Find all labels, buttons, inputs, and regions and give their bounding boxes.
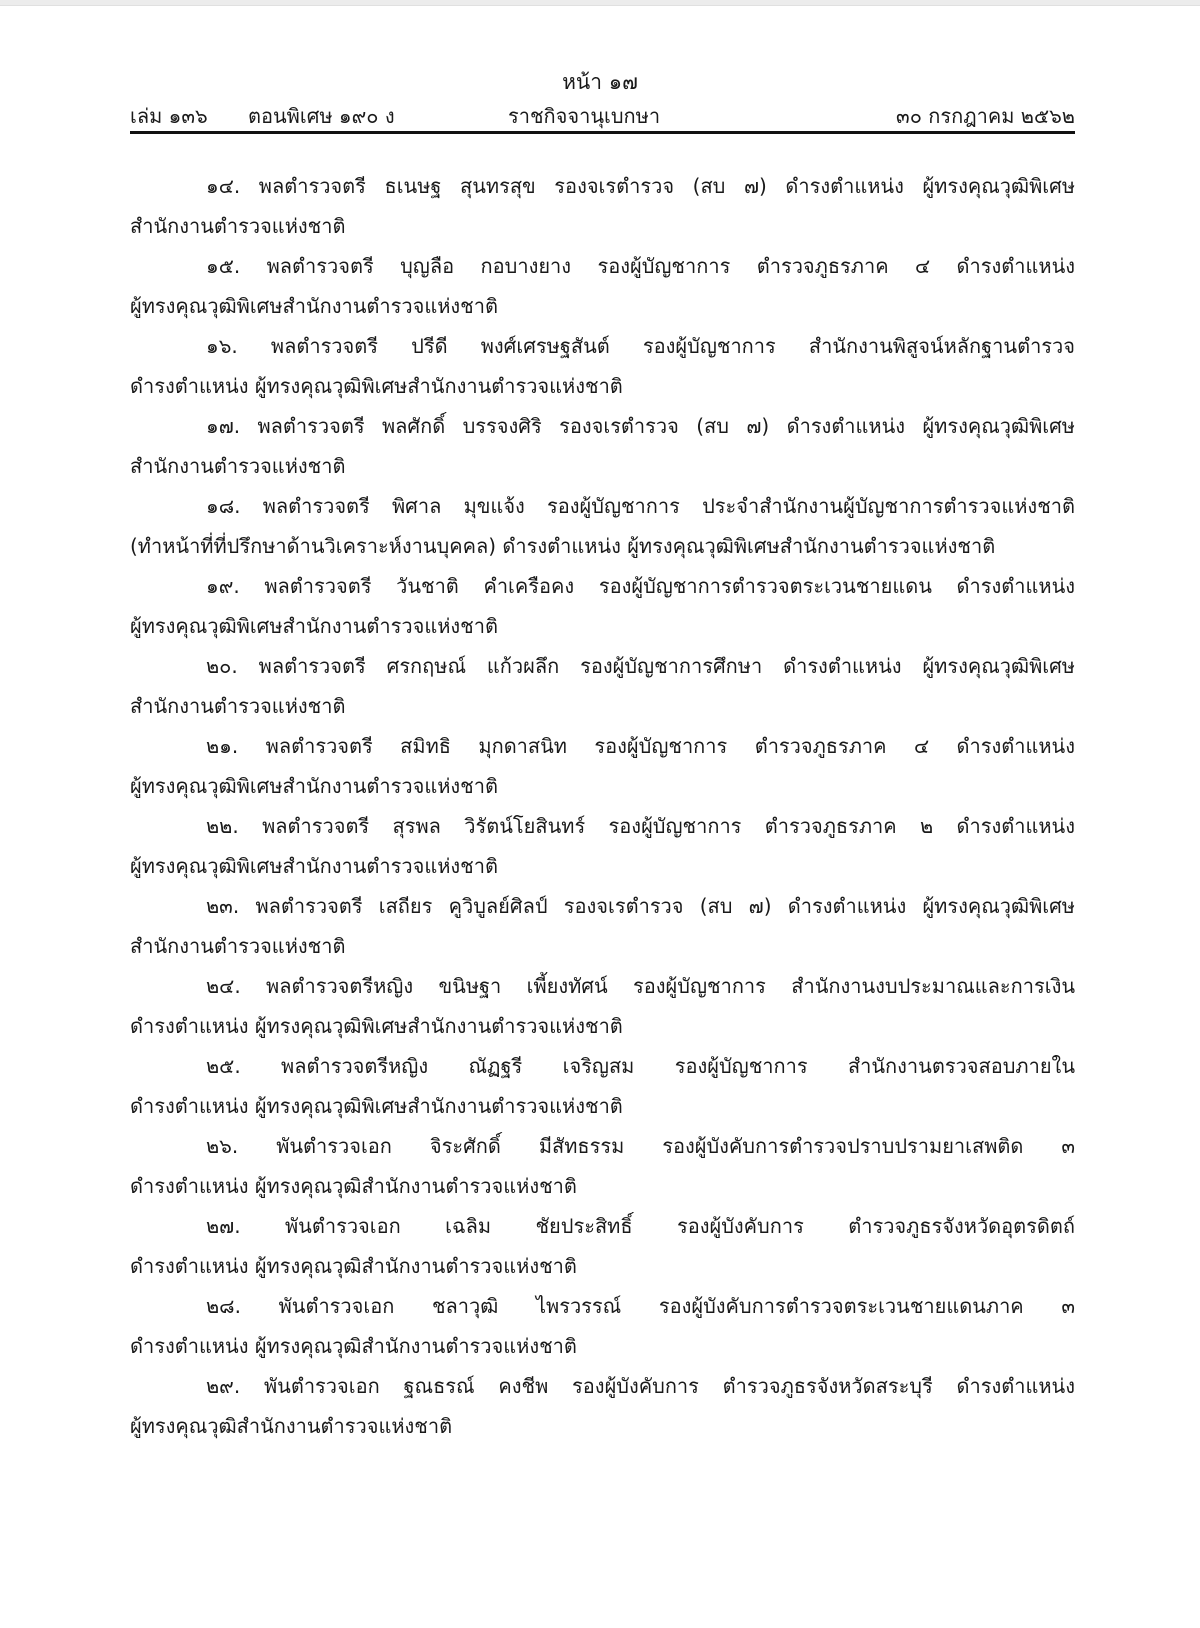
entry-continuation-line: ผู้ทรงคุณวุฒิพิเศษสำนักงานตำรวจแห่งชาติ <box>130 774 498 798</box>
appointment-entry <box>130 1286 1075 1366</box>
appointment-entry <box>130 646 1075 726</box>
entry-first-line: ๑๙. พลตำรวจตรี วันชาติ คำเครือคง รองผู้บัญชาการตำรวจตระเวนชายแดน ดำรงตำแหน่ง <box>206 574 1075 598</box>
entry-first-line: ๒๖. พันตำรวจเอก จิระศักดิ์ มีสัทธรรม รองผู้บังคับการตำรวจปราบปรามยาเสพติด ๓ <box>206 1134 1075 1158</box>
entry-continuation-line: (ทำหน้าที่ที่ปรึกษาด้านวิเคราะห์งานบุคคล) ดำรงตำแหน่ง ผู้ทรงคุณวุฒิพิเศษสำนักงานตำรวจแห่งชาติ <box>130 534 996 558</box>
entry-continuation-line: สำนักงานตำรวจแห่งชาติ <box>130 454 346 478</box>
entry-first-line: ๒๒. พลตำรวจตรี สุรพล วิรัตน์โยสินทร์ รองผู้บัญชาการ ตำรวจภูธรภาค ๒ ดำรงตำแหน่ง <box>206 814 1075 838</box>
entry-continuation-line: ผู้ทรงคุณวุฒิสำนักงานตำรวจแห่งชาติ <box>130 1414 453 1438</box>
appointment-entry <box>130 406 1075 486</box>
appointment-entry <box>130 326 1075 406</box>
entry-continuation-line: ดำรงตำแหน่ง ผู้ทรงคุณวุฒิสำนักงานตำรวจแห่งชาติ <box>130 1254 577 1278</box>
entry-continuation-line: ดำรงตำแหน่ง ผู้ทรงคุณวุฒิพิเศษสำนักงานตำรวจแห่งชาติ <box>130 1014 623 1038</box>
entry-first-line: ๑๘. พลตำรวจตรี พิศาล มุขแจ้ง รองผู้บัญชาการ ประจำสำนักงานผู้บัญชาการตำรวจแห่งชาติ <box>206 494 1075 518</box>
appointment-entry <box>130 1126 1075 1206</box>
entry-continuation-line: ผู้ทรงคุณวุฒิพิเศษสำนักงานตำรวจแห่งชาติ <box>130 614 498 638</box>
entry-first-line: ๒๐. พลตำรวจตรี ศรกฤษณ์ แก้วผลึก รองผู้บัญชาการศึกษา ดำรงตำแหน่ง ผู้ทรงคุณวุฒิพิเศษ <box>206 654 1075 678</box>
appointment-entry <box>130 1366 1075 1446</box>
appointment-entry <box>130 246 1075 326</box>
entry-first-line: ๒๗. พันตำรวจเอก เฉลิม ชัยประสิทธิ์ รองผู้บังคับการ ตำรวจภูธรจังหวัดอุตรดิตถ์ <box>206 1214 1075 1238</box>
appointment-entry <box>130 886 1075 966</box>
appointment-entry <box>130 726 1075 806</box>
appointment-entry <box>130 806 1075 886</box>
publication-title: ราชกิจจานุเบกษา <box>508 104 661 128</box>
entry-first-line: ๒๙. พันตำรวจเอก ฐณธรณ์ คงชีพ รองผู้บังคับการ ตำรวจภูธรจังหวัดสระบุรี ดำรงตำแหน่ง <box>206 1374 1075 1398</box>
entry-first-line: ๒๓. พลตำรวจตรี เสถียร คูวิบูลย์ศิลป์ รองจเรตำรวจ (สบ ๗) ดำรงตำแหน่ง ผู้ทรงคุณวุฒิพิเศษ <box>206 894 1075 918</box>
entry-first-line: ๑๕. พลตำรวจตรี บุญลือ กอบางยาง รองผู้บัญชาการ ตำรวจภูธรภาค ๔ ดำรงตำแหน่ง <box>206 254 1075 278</box>
header-rule <box>130 131 1075 134</box>
gazette-header <box>130 100 1075 132</box>
entry-continuation-line: สำนักงานตำรวจแห่งชาติ <box>130 934 346 958</box>
viewer-top-bar <box>0 0 1200 6</box>
publication-date: ๓๐ กรกฎาคม ๒๕๖๒ <box>896 104 1075 128</box>
entry-first-line: ๒๔. พลตำรวจตรีหญิง ขนิษฐา เพี้ยงทัศน์ รองผู้บัญชาการ สำนักงานงบประมาณและการเงิน <box>206 974 1075 998</box>
entry-continuation-line: ดำรงตำแหน่ง ผู้ทรงคุณวุฒิสำนักงานตำรวจแห่งชาติ <box>130 1174 577 1198</box>
page-number: หน้า ๑๗ <box>562 70 638 94</box>
entry-first-line: ๑๔. พลตำรวจตรี ธเนษฐ สุนทรสุข รองจเรตำรวจ (สบ ๗) ดำรงตำแหน่ง ผู้ทรงคุณวุฒิพิเศษ <box>206 174 1075 198</box>
appointment-entry <box>130 1046 1075 1126</box>
entry-continuation-line: ผู้ทรงคุณวุฒิพิเศษสำนักงานตำรวจแห่งชาติ <box>130 294 498 318</box>
entry-continuation-line: ดำรงตำแหน่ง ผู้ทรงคุณวุฒิสำนักงานตำรวจแห่งชาติ <box>130 1334 577 1358</box>
entry-first-line: ๑๖. พลตำรวจตรี ปรีดี พงศ์เศรษฐสันต์ รองผู้บัญชาการ สำนักงานพิสูจน์หลักฐานตำรวจ <box>206 334 1075 358</box>
document-body <box>130 166 1075 1446</box>
appointment-entry <box>130 166 1075 246</box>
appointment-entry <box>130 966 1075 1046</box>
appointment-entry <box>130 1206 1075 1286</box>
entry-first-line: ๒๑. พลตำรวจตรี สมิทธิ มุกดาสนิท รองผู้บัญชาการ ตำรวจภูธรภาค ๔ ดำรงตำแหน่ง <box>206 734 1075 758</box>
appointment-entry <box>130 486 1075 566</box>
volume-label: เล่ม ๑๓๖ <box>130 104 208 128</box>
entry-continuation-line: ผู้ทรงคุณวุฒิพิเศษสำนักงานตำรวจแห่งชาติ <box>130 854 498 878</box>
entry-first-line: ๑๗. พลตำรวจตรี พลศักดิ์ บรรจงศิริ รองจเรตำรวจ (สบ ๗) ดำรงตำแหน่ง ผู้ทรงคุณวุฒิพิเศษ <box>206 414 1075 438</box>
entry-continuation-line: สำนักงานตำรวจแห่งชาติ <box>130 694 346 718</box>
entry-first-line: ๒๘. พันตำรวจเอก ชลาวุฒิ ไพรวรรณ์ รองผู้บังคับการตำรวจตระเวนชายแดนภาค ๓ <box>206 1294 1075 1318</box>
appointment-entry <box>130 566 1075 646</box>
issue-label: ตอนพิเศษ ๑๙๐ ง <box>248 104 395 128</box>
entry-continuation-line: ดำรงตำแหน่ง ผู้ทรงคุณวุฒิพิเศษสำนักงานตำรวจแห่งชาติ <box>130 1094 623 1118</box>
entry-continuation-line: ดำรงตำแหน่ง ผู้ทรงคุณวุฒิพิเศษสำนักงานตำรวจแห่งชาติ <box>130 374 623 398</box>
entry-continuation-line: สำนักงานตำรวจแห่งชาติ <box>130 214 346 238</box>
entry-first-line: ๒๕. พลตำรวจตรีหญิง ณัฏฐรี เจริญสม รองผู้บัญชาการ สำนักงานตรวจสอบภายใน <box>206 1054 1075 1078</box>
